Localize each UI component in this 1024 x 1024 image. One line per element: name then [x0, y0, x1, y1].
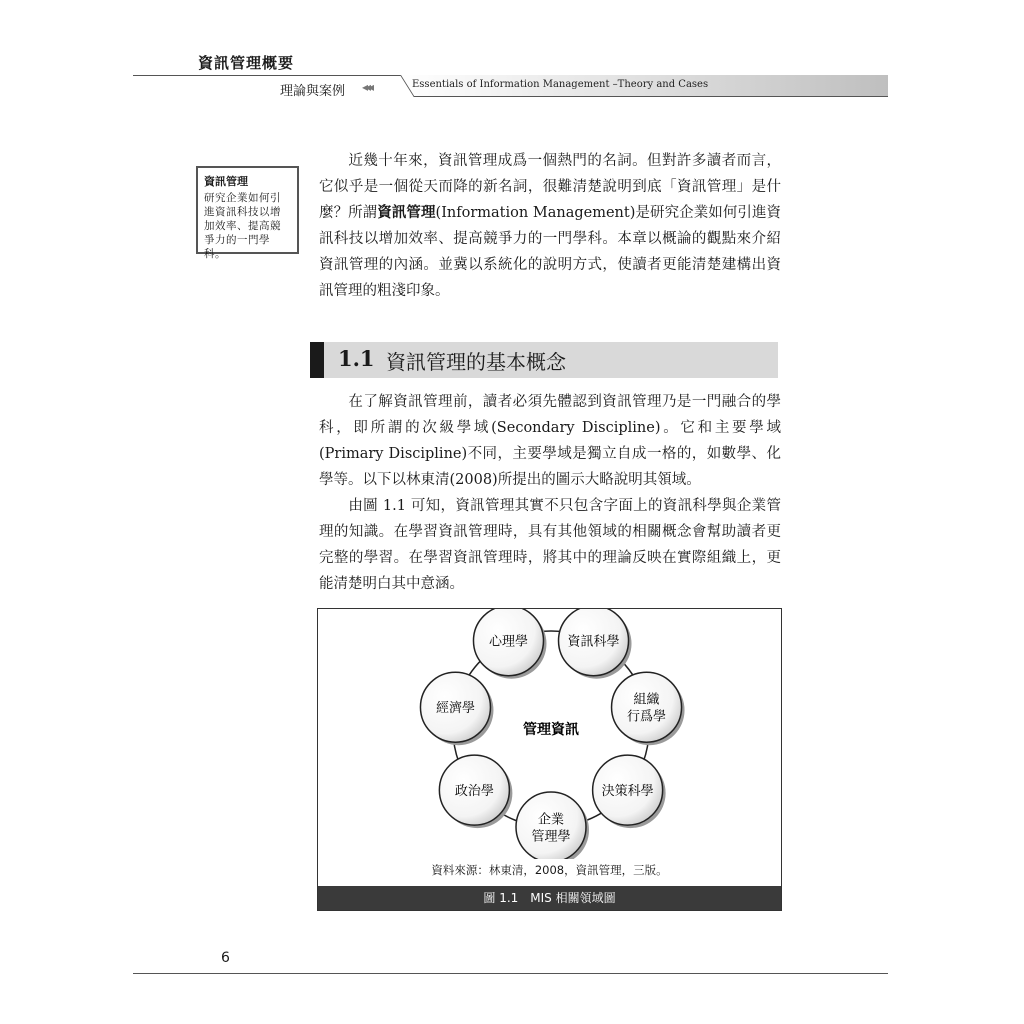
domain-node: [559, 609, 632, 679]
body-paragraph-2-text: 由圖 1.1 可知，資訊管理其實不只包含字面上的資訊科學與企業管理的知識。在學習資訊管理時，具有其他領域的相關概念會幫助讀者更完整的學習。在學習資訊管理時，將其中的理論反映在實際組織上，更能清楚明白其中意涵。: [319, 498, 781, 592]
figure-source: 資料來源：林東清，2008，資訊管理，三版。: [431, 863, 668, 877]
section-heading-mark: [310, 342, 324, 378]
domain-node-label: 政治學: [454, 784, 494, 800]
domain-node-label: 決策科學: [601, 784, 654, 800]
header-arrows-icon: ◂◂◂: [362, 80, 372, 94]
intro-text-before: 近幾十年來，資訊管理成爲一個熱門的名詞。但對許多讀者而言，它似乎是一個從天而降的新名詞，很難清楚說明到底「資訊管理」是什麼？所謂: [319, 153, 781, 221]
intro-paragraph: [319, 148, 781, 304]
header-rule: [133, 75, 403, 76]
footer-rule: [133, 973, 888, 974]
book-title: 資訊管理概要: [198, 54, 295, 72]
domain-node-label: 管理學: [531, 829, 571, 845]
domain-diagram: [318, 609, 781, 859]
body-paragraph-1: [319, 389, 781, 493]
figure-mis-domains: [317, 608, 782, 911]
english-title: Essentials of Information Management –Theory and Cases: [412, 79, 709, 90]
domain-node-label: 組織: [633, 692, 660, 708]
page-number: 6: [221, 950, 230, 966]
domain-node-label: 行爲學: [627, 709, 667, 725]
section-number: 1.1: [338, 346, 375, 371]
domain-node: [516, 792, 589, 859]
intro-text-after: (Information Management)是研究企業如何引進資訊科技以增加效率、提高競爭力的一門學科。本章以概論的觀點來介紹資訊管理的內涵。並冀以系統化的說明方式，使讀者更能清楚建構出資訊管理的粗淺印象。: [319, 205, 782, 299]
intro-term-bold: 資訊管理: [377, 204, 436, 221]
domain-node-label: 心理學: [488, 634, 528, 650]
domain-node-label: 企業: [537, 812, 565, 828]
sidebar-note-title: 資訊管理: [204, 175, 248, 188]
center-label: 管理資訊: [523, 722, 579, 738]
domain-node-label: 資訊科學: [567, 634, 620, 650]
body-paragraph-2: [319, 493, 781, 597]
domain-node: [593, 755, 666, 828]
book-subtitle: 理論與案例: [280, 84, 346, 99]
section-title: 資訊管理的基本概念: [386, 350, 566, 374]
domain-node: [420, 672, 493, 745]
domain-node: [612, 672, 685, 745]
domain-node-label: 經濟學: [435, 701, 475, 717]
domain-node: [439, 755, 512, 828]
figure-caption: 圖 1.1 MIS 相關領域圖: [318, 886, 781, 910]
body-paragraph-1-text: 在了解資訊管理前，讀者必須先體認到資訊管理乃是一門融合的學科，即所謂的次級學域(Secondary Discipline)。它和主要學域(Primary Discipline)不同，主要學域是獨立自成一格的，如數學、化學等。以下以林東清(2008)所提出的圖示大略說明其領域。: [319, 394, 781, 488]
domain-node: [473, 609, 546, 679]
sidebar-note-text: 研究企業如何引進資訊科技以增加效率、提高競爭力的一門學科。: [204, 192, 281, 260]
sidebar-note: [196, 166, 299, 260]
